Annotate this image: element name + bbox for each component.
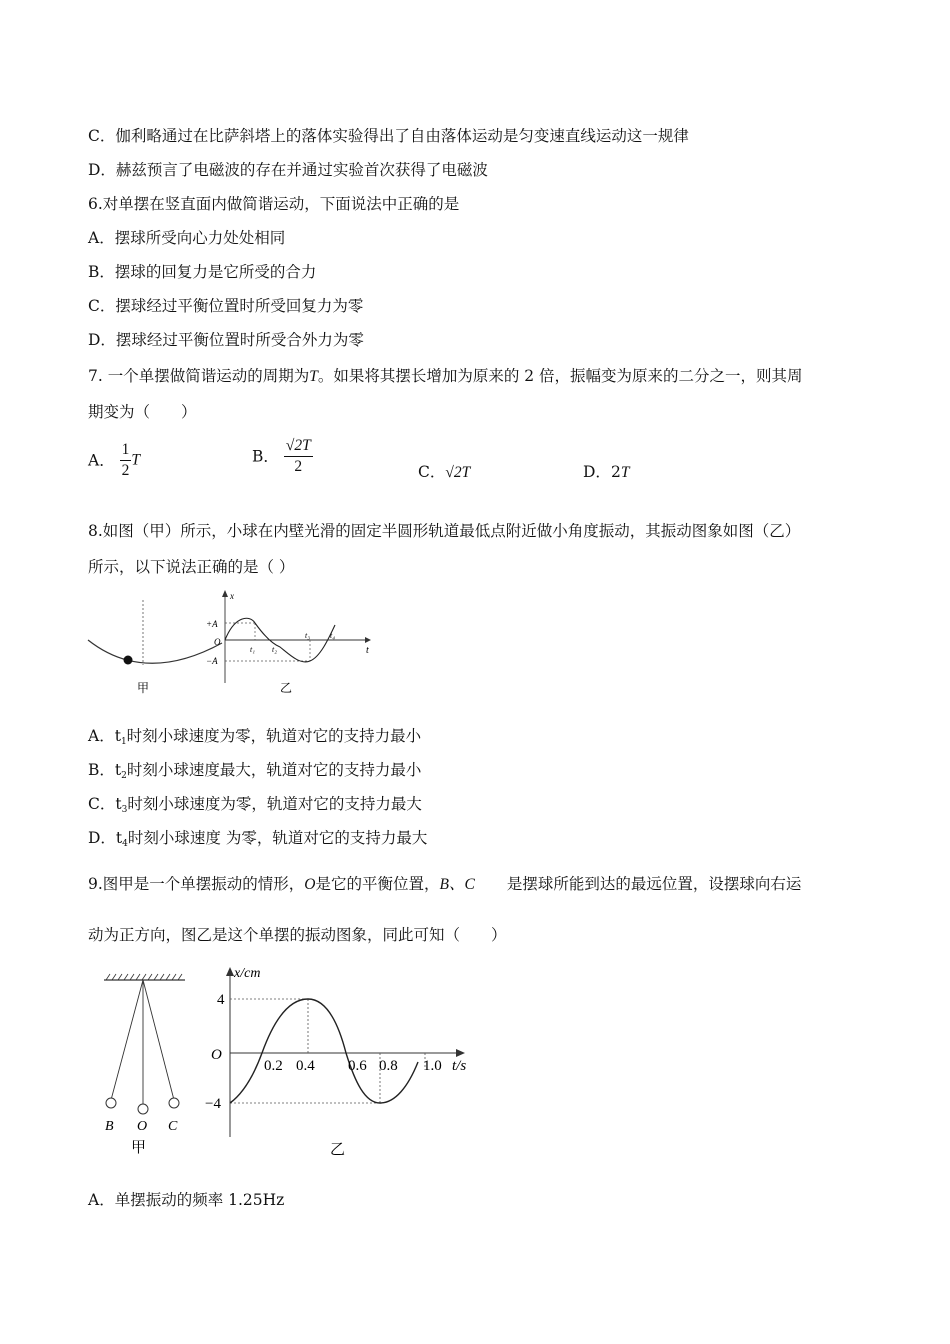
q7-symbol-t: T <box>309 368 318 385</box>
q8-option-b: B．$t_2$时刻小球速度最大，轨道对它的支持力最小 <box>88 761 422 781</box>
q9-tick-1: 0.4 <box>296 1058 315 1074</box>
tick-t4: t₄ <box>330 631 336 640</box>
q9-figure <box>90 962 490 1162</box>
ball-c <box>169 1098 179 1108</box>
q9-origin: O <box>211 1047 222 1063</box>
q9-axis-y-label: x/cm <box>234 966 261 981</box>
q9-axis-x-label: t/s <box>452 1058 467 1074</box>
label-o: O <box>137 1119 148 1134</box>
semicircle-track <box>88 640 222 663</box>
label-plus-a: +A <box>206 619 218 629</box>
q6-option-c: C．摆球经过平衡位置时所受回复力为零 <box>88 297 364 315</box>
q5-option-c: C．伽利略通过在比萨斜塔上的落体实验得出了自由落体运动是匀变速直线运动这一规律 <box>88 127 689 145</box>
q9-tick-0: 0.2 <box>264 1058 283 1074</box>
q9-y-pos: 4 <box>217 992 225 1008</box>
q8-label-yi: 乙 <box>280 681 293 695</box>
tick-t1: t₁ <box>250 645 256 654</box>
q9-tick-3: 0.8 <box>379 1058 398 1074</box>
q9-oscillation-curve <box>230 999 418 1103</box>
q8-stem-cont: 所示，以下说法正确的是（ ） <box>88 558 295 576</box>
q8-label-jia: 甲 <box>137 681 150 695</box>
q8-figure <box>80 585 380 700</box>
axis-x-label: x <box>230 591 234 601</box>
q9-label-jia: 甲 <box>131 1140 147 1156</box>
tick-t2: t₂ <box>272 645 278 654</box>
q9-stem-cont: 动为正方向，图乙是这个单摆的振动图象，同此可知（ ） <box>88 926 507 944</box>
string-b <box>111 980 143 1100</box>
ball-b <box>106 1098 116 1108</box>
q9-tick-4: 1.0 <box>423 1058 442 1074</box>
q5-option-d: D．赫兹预言了电磁波的存在并通过实验首次获得了电磁波 <box>88 161 488 179</box>
q7-option-b: B． $\frac{√2T}{2}$ <box>252 437 311 475</box>
q9-stem: 9.图甲是一个单摆振动的情形，O是它的平衡位置，B、C 是摆球所能到达的最远位置，设摆球向右运 <box>88 875 802 893</box>
q9-tick-2: 0.6 <box>348 1058 367 1074</box>
label-minus-a: −A <box>206 656 218 666</box>
q6-stem: 6.对单摆在竖直面内做简谐运动，下面说法中正确的是 <box>88 195 460 213</box>
q8-option-c: C．$t_3$时刻小球速度为零，轨道对它的支持力最大 <box>88 795 422 815</box>
q8-option-a: A．$t_1$时刻小球速度为零，轨道对它的支持力最小 <box>88 727 422 747</box>
label-c: C <box>168 1119 178 1134</box>
q6-option-a: A．摆球所受向心力处处相同 <box>88 229 286 247</box>
q7-option-a: A． $\frac{1}{2}$ T <box>88 441 141 479</box>
label-origin: O <box>214 637 221 647</box>
q8-stem: 8.如图（甲）所示，小球在内壁光滑的固定半圆形轨道最低点附近做小角度振动，其振动图象如图（乙） <box>88 522 801 540</box>
q9-option-a: A．单摆振动的频率 1.25Hz <box>88 1191 285 1209</box>
tick-t3: t₃ <box>305 631 311 640</box>
q7-option-c: C．√2T <box>418 463 471 481</box>
q9-y-neg: −4 <box>205 1096 221 1112</box>
q7-option-a-fraction: $\frac{1}{2}$ <box>121 441 130 479</box>
axis-t-label: t <box>366 645 369 656</box>
q7-option-b-fraction: $\frac{√2T}{2}$ <box>285 437 311 475</box>
q8-option-d: D．$t_4$时刻小球速度 为零，轨道对它的支持力最大 <box>88 829 428 849</box>
q7-option-d: D．2T <box>583 463 630 481</box>
q6-option-d: D．摆球经过平衡位置时所受合外力为零 <box>88 331 364 349</box>
q6-option-b: B．摆球的回复力是它所受的合力 <box>88 263 317 281</box>
ball-o <box>138 1104 148 1114</box>
label-b: B <box>105 1119 114 1134</box>
q9-label-yi: 乙 <box>330 1142 346 1158</box>
string-c <box>143 980 174 1100</box>
q7-stem-cont: 期变为（ ） <box>88 403 197 421</box>
q7-stem: 7. 一个单摆做简谐运动的周期为T。如果将其摆长增加为原来的 2 倍，振幅变为原来的二分之一，则其周 <box>88 367 803 385</box>
ball <box>124 656 133 665</box>
q7-option-c-value: √2T <box>445 464 471 481</box>
